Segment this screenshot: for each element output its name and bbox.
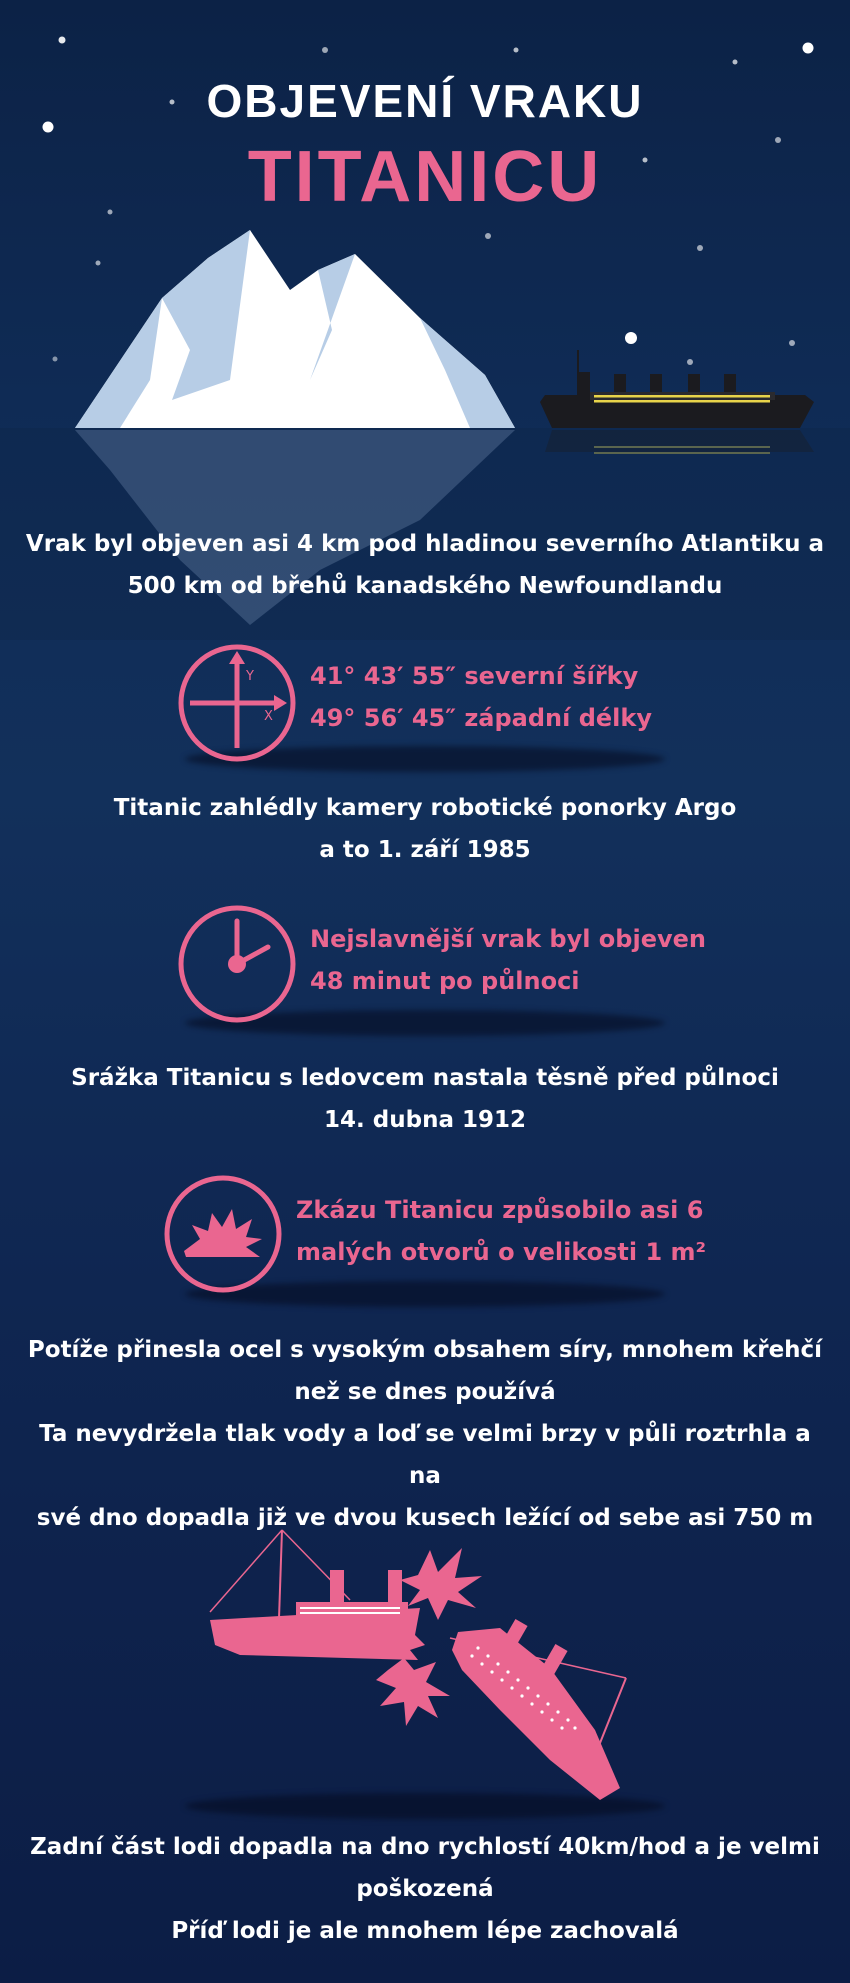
holes-line-1: Zkázu Titanicu způsobilo asi 6 xyxy=(296,1196,704,1224)
argo-line-1: Titanic zahlédly kamery robotické ponorky Argo xyxy=(113,795,737,821)
time-line-1: Nejslavnější vrak byl objeven xyxy=(310,925,706,953)
final-line-1: Zadní část lodi dopadla na dno rychlostí 40km/hod a je velmi xyxy=(30,1834,820,1860)
clock-icon xyxy=(176,903,298,1025)
argo-text xyxy=(20,787,830,871)
final-text xyxy=(20,1826,830,1952)
title-line-2: TITANICU xyxy=(247,137,603,217)
steel-line-3: Ta nevydržela tlak vody a loď se velmi brzy v půli roztrhla a na xyxy=(39,1421,811,1489)
steel-text xyxy=(20,1329,830,1539)
axis-x-label: X xyxy=(264,709,273,724)
bow-half xyxy=(450,1619,626,1800)
explosion-icon xyxy=(162,1173,284,1295)
time-text xyxy=(310,918,750,1002)
stern-half xyxy=(210,1530,425,1660)
latitude: 41° 43′ 55″ severní šířky xyxy=(310,662,639,690)
collision-line-2: 14. dubna 1912 xyxy=(324,1107,526,1133)
holes-text xyxy=(296,1189,756,1273)
axis-y-label: Y xyxy=(246,669,254,684)
compass-axes-icon xyxy=(176,642,298,764)
longitude: 49° 56′ 45″ západní délky xyxy=(310,704,652,732)
steel-line-2: než se dnes používá xyxy=(294,1379,556,1405)
steel-line-1: Potíže přinesla ocel s vysokým obsahem síry, mnohem křehčí xyxy=(27,1337,823,1363)
coordinates-text xyxy=(310,655,750,739)
broken-ship-illustration xyxy=(200,1520,650,1810)
intro-line-2: 500 km od břehů kanadského Newfoundlandu xyxy=(127,573,723,599)
titanic-ship xyxy=(540,350,814,454)
intro-line-1: Vrak byl objeven asi 4 km pod hladinou severního Atlantiku a xyxy=(25,531,825,557)
final-line-3: Příď lodi je ale mnohem lépe zachovalá xyxy=(171,1918,679,1944)
collision-text xyxy=(20,1057,830,1141)
intro-text xyxy=(20,523,830,607)
time-line-2: 48 minut po půlnoci xyxy=(310,967,580,995)
steel-line-4: své dno dopadla již ve dvou kusech ležící od sebe asi 750 m xyxy=(36,1505,814,1531)
collision-line-1: Srážka Titanicu s ledovcem nastala těsně před půlnoci xyxy=(71,1065,779,1091)
title-line-1: OBJEVENÍ VRAKU xyxy=(206,75,644,127)
final-line-2: poškozená xyxy=(356,1876,494,1902)
holes-line-2: malých otvorů o velikosti 1 m² xyxy=(296,1238,707,1266)
argo-line-2: a to 1. září 1985 xyxy=(319,837,531,863)
